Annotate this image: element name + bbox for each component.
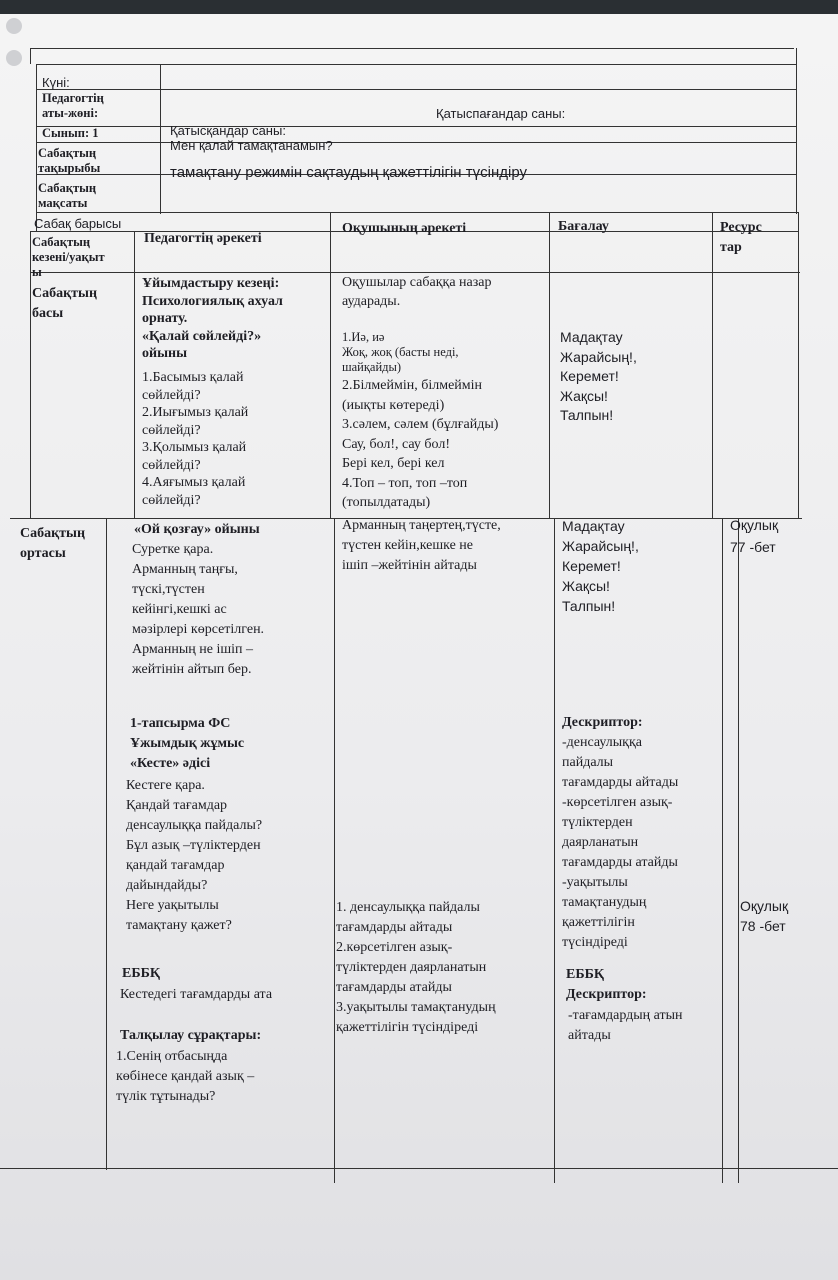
column-teacher-action: Педагогтің әрекеті xyxy=(144,231,262,246)
descriptor-list: -денсаулыққа пайдалы тағамдарды айтады -көрсетілген азық- түліктерден даярланатын тағамдарды атайды -уақытылы тамақтанудың қажеттілігін түсіндіреді xyxy=(562,735,679,950)
goal-label: Сабақтың мақсаты xyxy=(38,181,97,210)
ebbk-task: Кестедегі тағамдарды ата xyxy=(120,987,273,1002)
teacher-game-text: Суретке қара. Арманның таңғы, түскі,түстен кейінгі,кешкі ас мәзірлері көрсетілген. Арманның не ішіп – жейтінін айтып бер. xyxy=(132,542,265,677)
teacher-game-heading: «Ой қозғау» ойыны xyxy=(134,522,260,537)
date-label: Күні: xyxy=(42,75,70,90)
task-1-questions: Кестеге қара. Қандай тағамдар денсаулыққа пайдалы? Бұл азық –түліктерден қандай тағамдар дайындайды? Неге уақытылы тамақтану қажет? xyxy=(126,778,263,933)
absent-count-label: Қатыспағандар саны: xyxy=(436,106,566,121)
lesson-progress-label: Сабақ барысы xyxy=(34,216,122,231)
column-stage: Сабақтың кезені/уақыт ы xyxy=(32,235,105,279)
student-answers: 2.Білмеймін, білмеймін (иықты көтереді) 3.сәлем, сәлем (бұлғайды) Сау, бол!, сау бол! Бері кел, бері кел 4.Топ – топ, топ –топ (топылдатады) xyxy=(342,378,499,510)
goal-value: тамақтану режимін сақтаудың қажеттілігін түсіндіру xyxy=(170,164,527,181)
column-student-action: Оқушының әрекеті xyxy=(342,221,467,236)
ebbk-heading: ЕББҚ xyxy=(122,966,161,981)
task-1-heading: 1-тапсырма ФС Ұжымдық жұмыс «Кесте» әдісі xyxy=(130,716,245,771)
teacher-label: Педагогтің аты-жөні: xyxy=(42,91,104,120)
stage-middle: Сабақтың ортасы xyxy=(20,526,86,561)
resource-textbook-77: Оқулық 77 -бет xyxy=(730,517,779,555)
teacher-questions: 1.Басымыз қалай сөйлейді? 2.Иығымыз қалай сөйлейді? 3.Қолымыз қалай сөйлейді? 4.Аяғымыз қалай сөйлейді? xyxy=(142,370,249,508)
descriptor-heading: Дескриптор: xyxy=(562,715,643,730)
punch-hole xyxy=(6,50,22,66)
resource-textbook-78: Оқулық 78 -бет xyxy=(740,898,789,934)
assessment-praise-middle: Мадақтау Жарайсың!, Керемет! Жақсы! Талпын! xyxy=(562,518,639,614)
student-attention-text: Оқушылар сабаққа назар аударады. xyxy=(342,275,492,309)
column-resources: Ресурс тар xyxy=(720,220,762,255)
ebbk-descriptor-heading: ЕББҚ Дескриптор: xyxy=(566,967,647,1002)
topic-label: Сабақтың тақырыбы xyxy=(38,146,101,175)
punch-hole xyxy=(6,18,22,34)
student-game-answer: Арманның таңертең,түсте, түстен кейін,кешке не ішіп –жейтінін айтады xyxy=(342,518,501,573)
student-task-answers: 1. денсаулыққа пайдалы тағамдарды айтады 2.көрсетілген азық- түліктерден даярланатын тағамдарды атайды 3.уақытылы тамақтанудың қажеттілігін түсіндіреді xyxy=(336,900,496,1035)
assessment-praise-beginning: Мадақтау Жарайсың!, Керемет! Жақсы! Талпын! xyxy=(560,329,637,423)
student-answer-1: 1.Иә, иә Жоқ, жоқ (басты неді, шайқайды) xyxy=(342,330,459,374)
present-count-label: Қатысқандар саны: xyxy=(170,123,286,138)
stage-beginning: Сабақтың басы xyxy=(32,286,98,321)
class-label: Сынып: 1 xyxy=(42,126,99,140)
ebbk-descriptor-text: -тағамдардың атын айтады xyxy=(568,1008,683,1043)
column-assessment: Бағалау xyxy=(558,219,609,234)
discussion-heading: Талқылау сұрақтары: xyxy=(120,1028,262,1043)
teacher-organizing-heading: Ұйымдастыру кезеңі: Психологиялық ахуал орнату. «Қалай сөйлейді?» ойыны xyxy=(142,276,283,361)
topic-value: Мен қалай тамақтанамын? xyxy=(170,138,333,153)
discussion-questions: 1.Сенің отбасыңда көбінесе қандай азық – түлік тұтынады? xyxy=(116,1049,255,1104)
